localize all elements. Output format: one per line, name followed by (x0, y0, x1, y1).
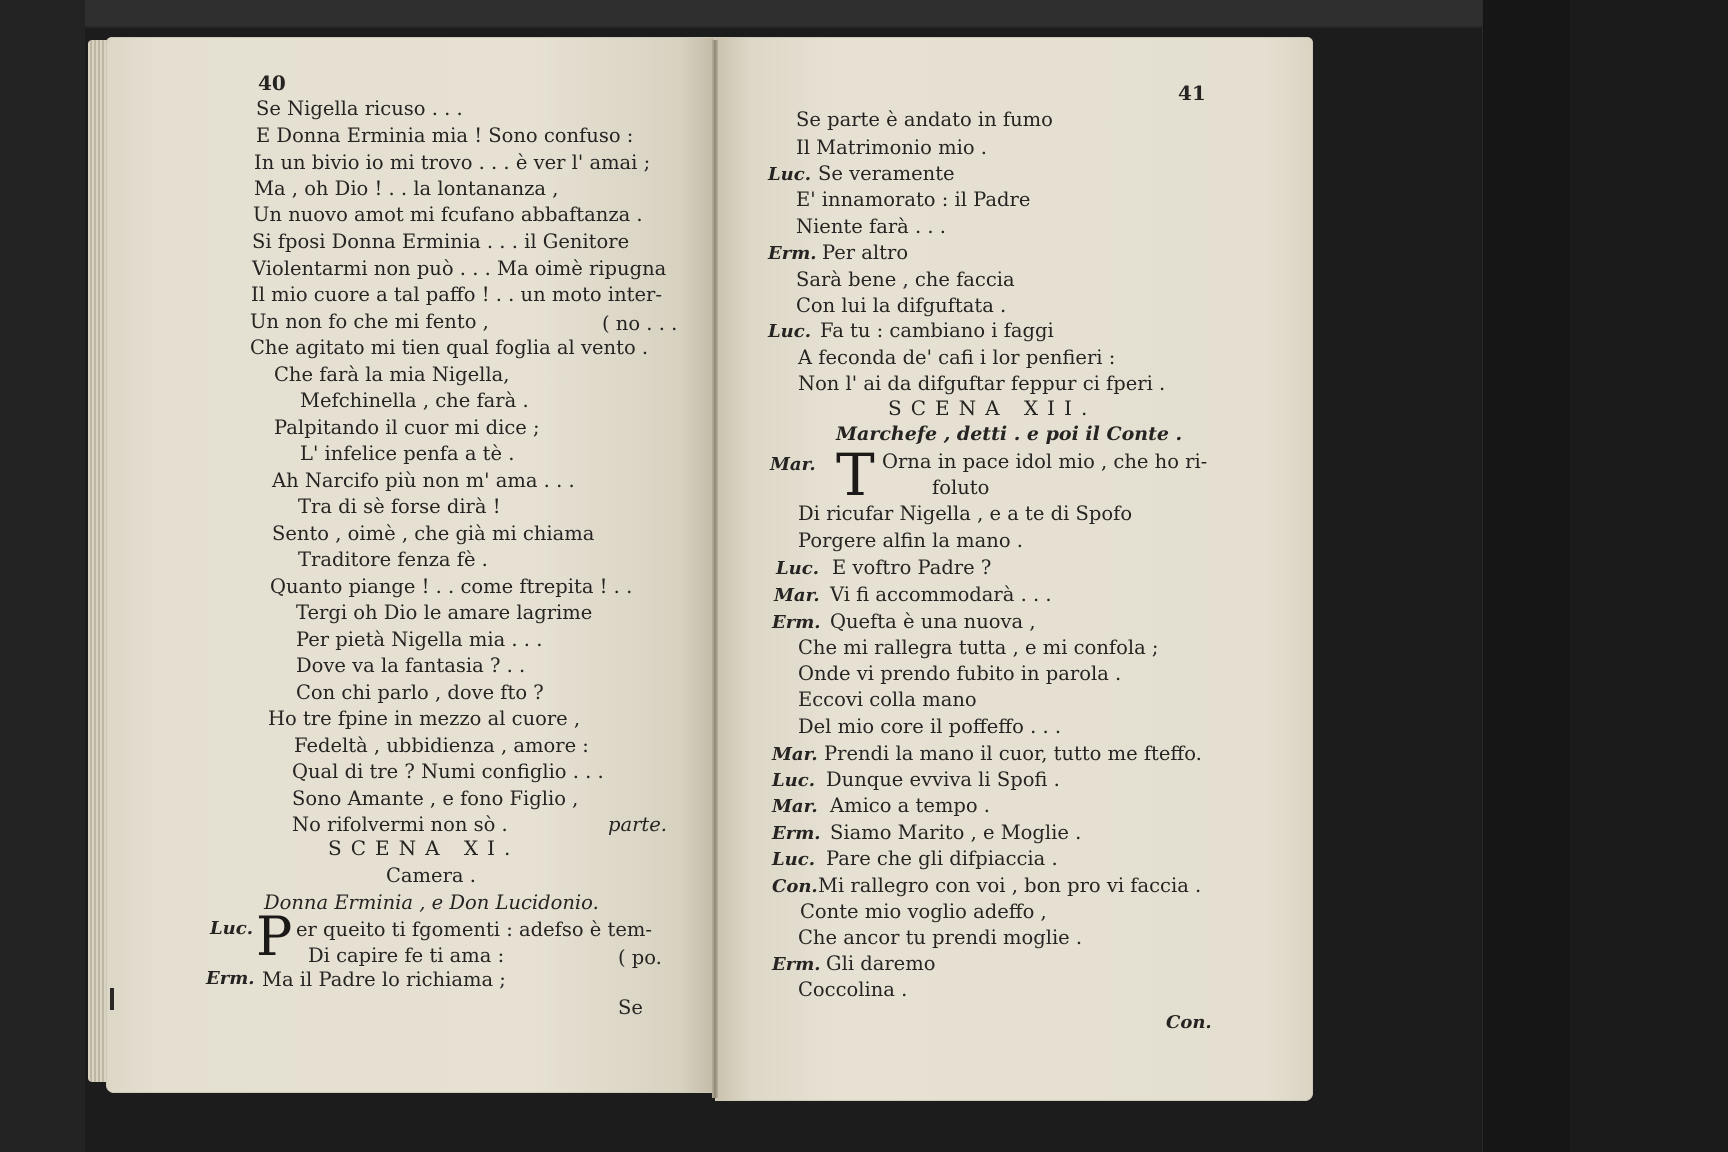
stage-direction: parte. (608, 813, 668, 836)
text-line: L' infelice penfa a tè . (300, 442, 515, 465)
text-line: Il Matrimonio mio . (796, 136, 987, 159)
text-line: Porgere alfin la mano . (798, 529, 1023, 552)
page-mark (110, 988, 114, 1010)
scene-characters: Marchefe , detti . e poi il Conte . (836, 423, 1183, 445)
text-line: Gli daremo (826, 952, 936, 975)
text-line: Non l' ai da difguftar feppur ci fperi . (798, 372, 1166, 395)
text-line: Il mio cuore a tal paffo ! . . un moto inter- (251, 283, 662, 306)
text-line: Coccolina . (798, 978, 908, 1001)
text-line: Amico a tempo . (830, 794, 990, 817)
text-line: Ah Narcifo più non m' ama . . . (272, 469, 575, 492)
speaker-label: Luc. (772, 770, 815, 791)
text-line: Che mi rallegra tutta , e mi confola ; (798, 636, 1159, 659)
text-line: Per pietà Nigella mia . . . (296, 628, 543, 651)
text-line: A feconda de' cafi i lor penfieri : (798, 346, 1116, 369)
speaker-label: Erm. (772, 612, 821, 633)
text-line: Onde vi prendo fubito in parola . (798, 662, 1122, 685)
text-line: Violentarmi non può . . . Ma oimè ripugna (252, 257, 667, 280)
text-line: Sono Amante , e fono Figlio , (292, 787, 579, 810)
scene-setting: Camera . (386, 864, 476, 887)
catchword: Con. (1166, 1012, 1212, 1033)
scene-heading: SCENA XII. (888, 396, 1097, 420)
text-line: Dove va la fantasia ? . . (296, 654, 526, 677)
text-line: Ma il Padre lo richiama ; (262, 968, 506, 991)
text-line: Tergi oh Dio le amare lagrime (296, 601, 593, 624)
text-line: Palpitando il cuor mi dice ; (274, 416, 540, 439)
text-line: Qual di tre ? Numi configlio . . . (292, 760, 604, 783)
text-line: Fedeltà , ubbidienza , amore : (294, 734, 589, 757)
text-line: Un nuovo amot mi fcufano abbaftanza . (253, 203, 643, 226)
scene-heading: SCENA XI. (328, 836, 520, 860)
text-line: Se Nigella ricuso . . . (256, 97, 463, 120)
text-line: Orna in pace idol mio , che ho ri- (882, 450, 1208, 473)
text-line: ( no . . . (602, 312, 678, 335)
text-line: Siamo Marito , e Moglie . (830, 821, 1082, 844)
speaker-label: Luc. (768, 321, 811, 342)
text-line: Con lui la difguftata . (796, 294, 1007, 317)
text-line: Sarà bene , che faccia (796, 268, 1015, 291)
scene-characters: Donna Erminia , e Don Lucidonio. (264, 891, 599, 914)
text-line: Conte mio voglio adeffo , (800, 900, 1047, 923)
text-line: Ho tre fpine in mezzo al cuore , (268, 707, 581, 730)
text-line: Tra di sè forse dirà ! (298, 495, 501, 518)
speaker-label: Mar. (770, 454, 816, 475)
speaker-label: Erm. (206, 968, 255, 989)
text-line: er queito ti fgomenti : adefso è tem- (296, 918, 652, 941)
speaker-label: Luc. (776, 558, 819, 579)
text-line: Se parte è andato in fumo (796, 108, 1053, 131)
book-gutter (712, 40, 718, 1098)
text-line: Mefchinella , che farà . (300, 389, 529, 412)
text-line: Del mio core il poffeffo . . . (798, 715, 1062, 738)
text-line: Per altro (822, 241, 909, 264)
text-line: Quanto piange ! . . come ftrepita ! . . (270, 575, 633, 598)
text-line: Eccovi colla mano (798, 688, 977, 711)
text-line: Fa tu : cambiano i faggi (820, 319, 1054, 342)
text-line: E voftro Padre ? (832, 556, 992, 579)
speaker-label: Mar. (772, 744, 818, 765)
text-line: Quefta è una nuova , (830, 610, 1036, 633)
page-number: 40 (258, 71, 286, 95)
text-line: In un bivio io mi trovo . . . è ver l' amai ; (254, 151, 651, 174)
text-line: Che farà la mia Nigella, (274, 363, 510, 386)
text-line: Dunque evviva li Spofi . (826, 768, 1060, 791)
text-line: Si fposi Donna Erminia . . . il Genitore (252, 230, 630, 253)
speaker-label: Luc. (768, 164, 811, 185)
text-line: Vi fi accommodarà . . . (830, 583, 1052, 606)
text-line: ( po. (618, 946, 662, 969)
text-line: Pare che gli difpiaccia . (826, 847, 1058, 870)
speaker-label: Mar. (774, 585, 820, 606)
book-cover-top (85, 0, 1505, 28)
text-line: Ma , oh Dio ! . . la lontananza , (254, 177, 559, 200)
text-line: foluto (932, 476, 990, 499)
text-line: E' innamorato : il Padre (796, 188, 1031, 211)
speaker-label: Erm. (772, 823, 821, 844)
catchword: Se (618, 996, 643, 1019)
drop-capital: P (256, 905, 293, 968)
text-line: Sento , oimè , che già mi chiama (272, 522, 595, 545)
text-line: Prendi la mano il cuor, tutto me fteffo. (824, 742, 1202, 765)
text-line: E Donna Erminia mia ! Sono confuso : (256, 124, 634, 147)
background-strip-left (0, 0, 85, 1152)
text-line: Con chi parlo , dove fto ? (296, 681, 544, 704)
text-line: Mi rallegro con voi , bon pro vi faccia . (818, 874, 1202, 897)
speaker-label: Con. (772, 876, 818, 897)
speaker-label: Mar. (772, 796, 818, 817)
page-number: 41 (1178, 81, 1206, 105)
scanner-background-right (1570, 0, 1728, 1152)
text-line: Di capire fe ti ama : (308, 944, 505, 967)
speaker-label: Erm. (772, 954, 821, 975)
text-line: Un non fo che mi fento , (250, 310, 489, 333)
text-line: Di ricufar Nigella , e a te di Spofo (798, 502, 1133, 525)
speaker-label: Erm. (768, 243, 817, 264)
speaker-label: Luc. (210, 918, 253, 939)
text-line: Traditore fenza fè . (298, 548, 488, 571)
text-line: Se veramente (818, 162, 955, 185)
book-cover-right (1482, 0, 1571, 1152)
text-line: Che agitato mi tien qual foglia al vento . (250, 336, 649, 359)
text-line: No rifolvermi non sò . (292, 813, 508, 836)
text-line: Niente farà . . . (796, 215, 946, 238)
text-line: Che ancor tu prendi moglie . (798, 926, 1083, 949)
drop-capital: T (836, 441, 875, 509)
speaker-label: Luc. (772, 849, 815, 870)
